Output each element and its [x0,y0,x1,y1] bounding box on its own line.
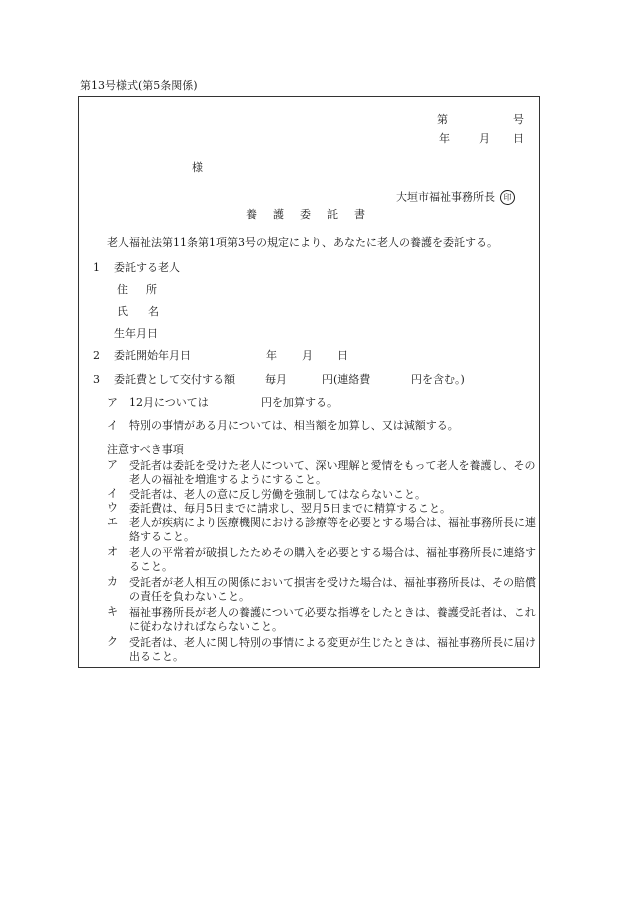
doc-title-char-3: 委 [300,208,311,221]
form-number: 第13号様式(第5条関係) [80,79,198,92]
note-mark: キ [107,605,118,618]
item3-a-mark: ア [107,396,118,409]
issuer-line [396,190,515,205]
issuer-name: 大垣市福祉事務所長 [396,190,495,204]
note-text: 受託者は、老人の意に反し労働を強制してはならないこと。 [129,488,426,501]
intro-text: 老人福祉法第11条第1項第3号の規定により、あなたに老人の養護を委託する。 [107,236,498,249]
item2-number: 2 [93,349,100,362]
name-label-1: 氏 [117,305,128,318]
item3-i-mark: イ [107,419,118,432]
date-day: 日 [513,132,524,145]
birth-label: 生年月日 [114,327,158,340]
notes-heading: 注意すべき事項 [107,443,184,456]
number-dai: 第 [437,113,448,126]
item3-label: 委託費として交付する額 [114,373,235,386]
note-mark: イ [107,487,118,500]
item3-a-text: 12月については [129,396,209,409]
item3-included: 円を含む。) [411,373,465,386]
item1-number: 1 [93,261,100,274]
item3-i-text: 特別の事情がある月については、相当額を加算し、又は減額する。 [129,419,459,432]
note-mark: ウ [107,501,118,514]
item2-label: 委託開始年月日 [114,349,191,362]
address-label-2: 所 [146,283,157,296]
item3-contact-fee: 円(連絡費 [322,373,371,386]
item3-a-tail: 円を加算する。 [261,396,338,409]
seal-mark: 印 [500,190,515,205]
address-label-1: 住 [117,283,128,296]
item2-month: 月 [302,349,313,362]
item2-day: 日 [337,349,348,362]
note-text: 老人の平常着が破損したためその購入を必要とする場合は、福祉事務所長に連絡すること。 [129,546,536,573]
note-text: 受託者は、老人に関し特別の事情による変更が生じたときは、福祉事務所長に届け出ること。 [129,636,536,663]
date-year: 年 [439,132,450,145]
note-text: 受託者は委託を受けた老人について、深い理解と愛情をもって老人を養護し、その老人の福祉を増進するようにすること。 [129,459,536,486]
note-mark: エ [107,515,118,528]
note-mark: オ [107,545,118,558]
doc-title-char-4: 託 [327,208,338,221]
note-text: 受託者が老人相互の関係において損害を受けた場合は、福祉事務所長は、その賠償の責任を負わないこと。 [129,576,536,603]
item2-year: 年 [266,349,277,362]
note-text: 委託費は、毎月5日までに請求し、翌月5日までに精算すること。 [129,502,451,515]
item3-monthly: 毎月 [265,373,287,386]
note-text: 福祉事務所長が老人の養護について必要な指導をしたときは、養護受託者は、これに従わなければならないこと。 [129,606,536,633]
item1-label: 委託する老人 [114,261,180,274]
item3-number: 3 [93,373,100,386]
note-mark: カ [107,575,118,588]
note-text: 老人が疾病により医療機関における診療等を必要とする場合は、福祉事務所長に連絡すること。 [129,516,536,543]
doc-title-char-2: 護 [273,208,284,221]
date-month: 月 [479,132,490,145]
number-go: 号 [513,113,524,126]
addressee-sama: 様 [192,161,203,174]
doc-title-char-5: 書 [354,208,365,221]
doc-title-char-1: 養 [246,208,257,221]
note-mark: ク [107,635,118,648]
note-mark: ア [107,458,118,471]
name-label-2: 名 [148,305,159,318]
